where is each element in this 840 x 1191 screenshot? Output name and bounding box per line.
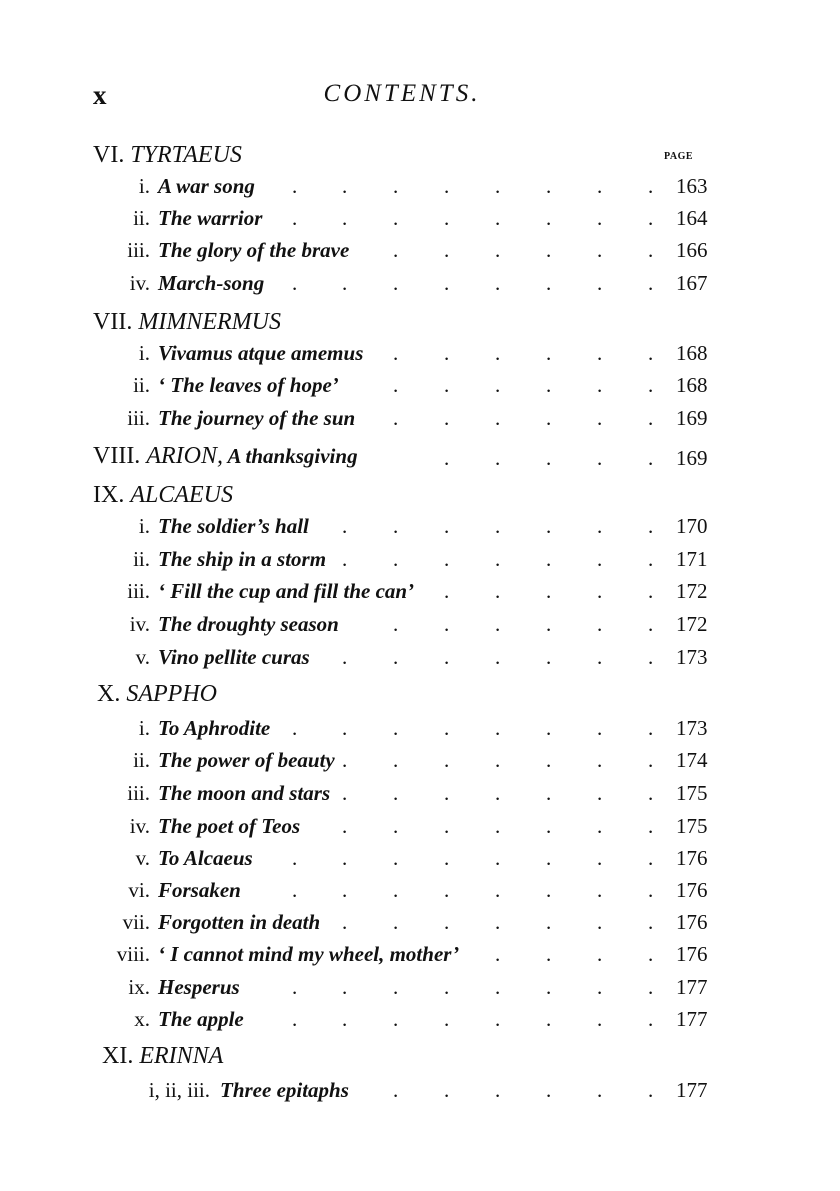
leader-dot: .	[292, 716, 298, 740]
leader-dot: .	[393, 238, 399, 262]
page-ref: 177	[676, 1078, 708, 1102]
leader-dot: .	[597, 910, 603, 934]
leader-dot: .	[648, 1078, 654, 1102]
toc-entry[interactable]	[0, 238, 840, 268]
page-ref: 169	[676, 446, 708, 470]
leader-dot: .	[546, 942, 552, 966]
leader-dot: .	[444, 846, 450, 870]
leader-dot: .	[546, 373, 552, 397]
leader-dot: .	[546, 814, 552, 838]
section-name: ALCAEUS	[130, 482, 233, 508]
entry-numeral: i.	[138, 174, 150, 198]
toc-entry[interactable]	[0, 645, 840, 675]
leader-dot: .	[546, 612, 552, 636]
leader-dot: .	[495, 878, 501, 902]
entry-title: The ship in a storm	[158, 547, 330, 572]
leader-dot: .	[444, 878, 450, 902]
leader-dot: .	[546, 206, 552, 230]
page-title: CONTENTS.	[323, 80, 481, 107]
leader-dot: .	[648, 612, 654, 636]
leader-dot: .	[546, 341, 552, 365]
page-ref: 170	[676, 514, 708, 538]
leader-dot: .	[546, 174, 552, 198]
section-number: XI.	[102, 1043, 140, 1069]
toc-entry[interactable]	[0, 406, 840, 436]
section-subtitle: A thanksgiving	[222, 444, 358, 468]
leader-dot: .	[393, 878, 399, 902]
leader-dot: .	[444, 910, 450, 934]
entry-title: Hesperus	[158, 975, 244, 1000]
entry-title: Vino pellite curas	[158, 645, 314, 670]
leader-dot: .	[444, 612, 450, 636]
entry-numeral: v.	[135, 846, 150, 870]
leader-dot: .	[342, 716, 348, 740]
entry-title: The soldier’s hall	[158, 514, 313, 539]
entry-numeral: x.	[134, 1007, 150, 1031]
toc-entry[interactable]	[0, 271, 840, 301]
toc-entry[interactable]	[0, 814, 840, 844]
leader-dot: .	[342, 645, 348, 669]
leader-dot: .	[495, 406, 501, 430]
leader-dot: .	[495, 814, 501, 838]
entry-title: March-song	[158, 271, 268, 296]
leader-dot: .	[648, 975, 654, 999]
leader-dot: .	[648, 910, 654, 934]
entry-title: ‘ The leaves of hope’	[158, 373, 343, 398]
leader-dot: .	[597, 814, 603, 838]
leader-dot: .	[393, 406, 399, 430]
toc-entry[interactable]	[0, 547, 840, 577]
entry-title: Forsaken	[158, 878, 245, 903]
leader-dot: .	[648, 238, 654, 262]
leader-dot: .	[342, 206, 348, 230]
leader-dot: .	[495, 781, 501, 805]
leader-dot: .	[495, 1078, 501, 1102]
entry-numeral: iv.	[129, 271, 150, 295]
leader-dot: .	[342, 514, 348, 538]
leader-dot: .	[444, 645, 450, 669]
entry-numeral: iii.	[127, 579, 150, 603]
section-name: SAPPHO	[126, 681, 217, 707]
leader-dot: .	[444, 716, 450, 740]
leader-dot: .	[393, 645, 399, 669]
page-ref: 174	[676, 748, 708, 772]
leader-dot: .	[393, 271, 399, 295]
leader-dot: .	[597, 446, 603, 470]
page-column-label: PAGE	[664, 151, 694, 162]
entry-title: ‘ I cannot mind my wheel, mother’	[158, 942, 463, 967]
entry-title: Vivamus atque amemus	[158, 341, 367, 366]
leader-dot: .	[444, 373, 450, 397]
entry-title: The power of beauty	[158, 748, 339, 773]
page-ref: 168	[676, 373, 708, 397]
leader-dot: .	[597, 547, 603, 571]
section-page-row	[0, 446, 840, 476]
leader-dot: .	[444, 341, 450, 365]
entry-numeral: iii.	[127, 781, 150, 805]
leader-dot: .	[648, 748, 654, 772]
entry-numeral: iv.	[129, 612, 150, 636]
leader-dot: .	[495, 579, 501, 603]
leader-dot: .	[597, 406, 603, 430]
leader-dot: .	[342, 846, 348, 870]
leader-dot: .	[342, 271, 348, 295]
page-ref: 169	[676, 406, 708, 430]
leader-dot: .	[292, 174, 298, 198]
toc-entry[interactable]	[0, 781, 840, 811]
leader-dot: .	[597, 341, 603, 365]
section-number: X.	[97, 681, 127, 707]
leader-dot: .	[393, 341, 399, 365]
entry-title: The journey of the sun	[158, 406, 359, 431]
entry-numeral: vi.	[128, 878, 150, 902]
entry-numeral: viii.	[116, 942, 150, 966]
leader-dot: .	[342, 910, 348, 934]
leader-dot: .	[597, 1078, 603, 1102]
leader-dot: .	[292, 878, 298, 902]
leader-dot: .	[648, 878, 654, 902]
section-number: IX.	[93, 482, 131, 508]
leader-dot: .	[444, 206, 450, 230]
leader-dot: .	[495, 341, 501, 365]
leader-dot: .	[546, 238, 552, 262]
leader-dot: .	[495, 446, 501, 470]
page-ref: 172	[676, 612, 708, 636]
section-name: MIMNERMUS	[138, 309, 281, 335]
page-ref: 176	[676, 846, 708, 870]
section-name: ERINNA	[139, 1043, 224, 1069]
leader-dot: .	[342, 814, 348, 838]
leader-dot: .	[648, 846, 654, 870]
leader-dot: .	[495, 846, 501, 870]
leader-dot: .	[597, 975, 603, 999]
toc-entry[interactable]	[0, 1078, 840, 1108]
leader-dot: .	[597, 174, 603, 198]
toc-entry[interactable]	[0, 975, 840, 1005]
toc-entry[interactable]	[0, 910, 840, 940]
entry-numeral: iii.	[127, 238, 150, 262]
section-heading	[93, 309, 281, 336]
leader-dot: .	[597, 748, 603, 772]
entry-title: The moon and stars	[158, 781, 334, 806]
toc-entry[interactable]	[0, 206, 840, 236]
page-ref: 164	[676, 206, 708, 230]
leader-dot: .	[597, 781, 603, 805]
leader-dot: .	[342, 975, 348, 999]
toc-entry[interactable]	[0, 612, 840, 642]
leader-dot: .	[444, 781, 450, 805]
toc-entry[interactable]	[0, 579, 840, 609]
entry-numeral: ii.	[133, 206, 150, 230]
toc-entry[interactable]	[0, 716, 840, 746]
leader-dot: .	[444, 1078, 450, 1102]
entry-numeral: iii.	[127, 406, 150, 430]
leader-dot: .	[444, 406, 450, 430]
entry-title: The droughty season	[158, 612, 343, 637]
leader-dot: .	[444, 547, 450, 571]
leader-dot: .	[597, 514, 603, 538]
entry-numeral: i, ii, iii.	[148, 1078, 210, 1102]
entry-numeral: i.	[138, 514, 150, 538]
leader-dot: .	[546, 406, 552, 430]
leader-dot: .	[597, 579, 603, 603]
leader-dot: .	[393, 716, 399, 740]
leader-dot: .	[342, 878, 348, 902]
page-ref: 166	[676, 238, 708, 262]
entry-numeral: i.	[138, 716, 150, 740]
leader-dot: .	[648, 1007, 654, 1031]
leader-dot: .	[546, 846, 552, 870]
leader-dot: .	[495, 514, 501, 538]
leader-dot: .	[546, 716, 552, 740]
entry-title: ‘ Fill the cup and fill the can’	[158, 579, 418, 604]
page-ref: 172	[676, 579, 708, 603]
leader-dot: .	[648, 814, 654, 838]
toc-entry[interactable]	[0, 373, 840, 403]
leader-dot: .	[648, 514, 654, 538]
section-heading	[93, 142, 242, 169]
entry-title: The apple	[158, 1007, 248, 1032]
entry-numeral: v.	[135, 645, 150, 669]
leader-dot: .	[495, 238, 501, 262]
leader-dot: .	[597, 878, 603, 902]
leader-dot: .	[648, 373, 654, 397]
entry-title: The poet of Teos	[158, 814, 304, 839]
entry-title: To Alcaeus	[158, 846, 257, 871]
leader-dot: .	[292, 975, 298, 999]
section-number: VIII.	[93, 443, 147, 469]
entry-numeral: ii.	[133, 547, 150, 571]
leader-dot: .	[648, 942, 654, 966]
leader-dot: .	[546, 514, 552, 538]
leader-dot: .	[495, 547, 501, 571]
leader-dot: .	[444, 238, 450, 262]
leader-dot: .	[393, 1007, 399, 1031]
page-ref: 177	[676, 1007, 708, 1031]
entry-title: To Aphrodite	[158, 716, 274, 741]
page-ref: 168	[676, 341, 708, 365]
leader-dot: .	[393, 514, 399, 538]
leader-dot: .	[648, 547, 654, 571]
leader-dot: .	[495, 271, 501, 295]
leader-dot: .	[648, 206, 654, 230]
leader-dot: .	[648, 446, 654, 470]
leader-dot: .	[648, 341, 654, 365]
leader-dot: .	[648, 579, 654, 603]
entry-title: A war song	[158, 174, 259, 199]
toc-entry[interactable]	[0, 174, 840, 204]
leader-dot: .	[597, 238, 603, 262]
leader-dot: .	[546, 547, 552, 571]
toc-entry[interactable]	[0, 1007, 840, 1037]
leader-dot: .	[495, 373, 501, 397]
page-ref: 176	[676, 878, 708, 902]
leader-dot: .	[546, 910, 552, 934]
section-heading	[102, 1043, 223, 1070]
leader-dot: .	[495, 975, 501, 999]
leader-dot: .	[648, 781, 654, 805]
toc-entry[interactable]	[0, 341, 840, 371]
leader-dot: .	[393, 748, 399, 772]
leader-dot: .	[495, 716, 501, 740]
leader-dot: .	[393, 373, 399, 397]
leader-dot: .	[342, 547, 348, 571]
leader-dot: .	[444, 271, 450, 295]
leader-dot: .	[648, 271, 654, 295]
leader-dot: .	[393, 975, 399, 999]
leader-dot: .	[546, 1078, 552, 1102]
entry-numeral: ii.	[133, 748, 150, 772]
leader-dot: .	[292, 846, 298, 870]
leader-dot: .	[648, 716, 654, 740]
entry-numeral: vii.	[122, 910, 150, 934]
leader-dot: .	[495, 645, 501, 669]
leader-dot: .	[393, 910, 399, 934]
leader-dot: .	[597, 1007, 603, 1031]
leader-dot: .	[546, 781, 552, 805]
leader-dot: .	[393, 1078, 399, 1102]
leader-dot: .	[597, 716, 603, 740]
leader-dot: .	[342, 1007, 348, 1031]
leader-dot: .	[597, 645, 603, 669]
entry-title: Three epitaphs	[220, 1078, 353, 1103]
page-ref: 175	[676, 781, 708, 805]
section-heading	[93, 482, 233, 509]
leader-dot: .	[597, 206, 603, 230]
leader-dot: .	[292, 271, 298, 295]
toc-entry[interactable]	[0, 878, 840, 908]
leader-dot: .	[495, 1007, 501, 1031]
page-ref: 173	[676, 716, 708, 740]
leader-dot: .	[648, 406, 654, 430]
leader-dot: .	[444, 1007, 450, 1031]
leader-dot: .	[495, 942, 501, 966]
toc-entry[interactable]	[0, 514, 840, 544]
leader-dot: .	[597, 846, 603, 870]
leader-dot: .	[495, 612, 501, 636]
leader-dot: .	[648, 174, 654, 198]
leader-dot: .	[444, 975, 450, 999]
leader-dot: .	[393, 174, 399, 198]
page-ref: 176	[676, 942, 708, 966]
page-ref: 173	[676, 645, 708, 669]
entry-numeral: i.	[138, 341, 150, 365]
leader-dot: .	[495, 206, 501, 230]
leader-dot: .	[495, 174, 501, 198]
leader-dot: .	[597, 373, 603, 397]
entry-numeral: iv.	[129, 814, 150, 838]
leader-dot: .	[546, 878, 552, 902]
leader-dot: .	[546, 271, 552, 295]
entry-title: Forgotten in death	[158, 910, 324, 935]
leader-dot: .	[444, 579, 450, 603]
leader-dot: .	[342, 781, 348, 805]
leader-dot: .	[444, 514, 450, 538]
leader-dot: .	[648, 645, 654, 669]
leader-dot: .	[292, 206, 298, 230]
leader-dot: .	[597, 612, 603, 636]
leader-dot: .	[393, 814, 399, 838]
leader-dot: .	[444, 174, 450, 198]
leader-dot: .	[546, 579, 552, 603]
leader-dot: .	[393, 612, 399, 636]
leader-dot: .	[342, 174, 348, 198]
page-number: x	[93, 80, 107, 110]
leader-dot: .	[597, 942, 603, 966]
page-ref: 167	[676, 271, 708, 295]
toc-entry[interactable]	[0, 846, 840, 876]
page-ref: 163	[676, 174, 708, 198]
leader-dot: .	[393, 846, 399, 870]
page-ref: 176	[676, 910, 708, 934]
section-number: VII.	[93, 309, 139, 335]
leader-dot: .	[342, 748, 348, 772]
leader-dot: .	[546, 645, 552, 669]
entry-numeral: ii.	[133, 373, 150, 397]
leader-dot: .	[546, 975, 552, 999]
leader-dot: .	[495, 910, 501, 934]
leader-dot: .	[546, 748, 552, 772]
section-name: TYRTAEUS	[130, 142, 242, 168]
page-ref: 171	[676, 547, 708, 571]
leader-dot: .	[597, 271, 603, 295]
leader-dot: .	[393, 547, 399, 571]
leader-dot: .	[393, 206, 399, 230]
section-heading	[97, 681, 217, 708]
toc-entry[interactable]	[0, 748, 840, 778]
section-number: VI.	[93, 142, 131, 168]
leader-dot: .	[546, 1007, 552, 1031]
leader-dot: .	[495, 748, 501, 772]
entry-title: The glory of the brave	[158, 238, 353, 263]
leader-dot: .	[444, 446, 450, 470]
leader-dot: .	[393, 781, 399, 805]
entry-numeral: ix.	[128, 975, 150, 999]
leader-dot: .	[444, 748, 450, 772]
toc-entry[interactable]	[0, 942, 840, 972]
entry-title: The warrior	[158, 206, 266, 231]
page-ref: 177	[676, 975, 708, 999]
leader-dot: .	[292, 1007, 298, 1031]
leader-dot: .	[546, 446, 552, 470]
page-ref: 175	[676, 814, 708, 838]
leader-dot: .	[444, 814, 450, 838]
section-name: ARION,	[146, 443, 223, 469]
